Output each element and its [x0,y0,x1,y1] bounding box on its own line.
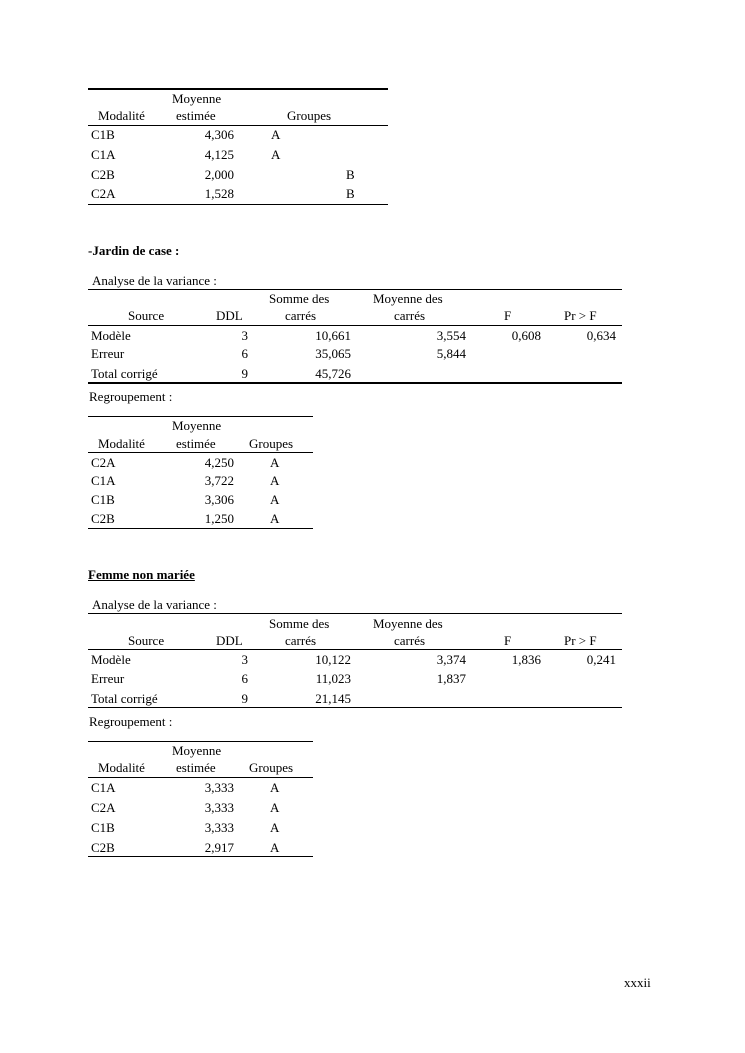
table-cell: Erreur [91,346,125,361]
table-cell: Total corrigé [91,691,158,706]
table-cell: 4,250 [204,455,234,470]
table-cell: C1B [91,820,115,835]
table-cell: 4,306 [204,127,234,142]
table-rule-bottom [88,707,622,708]
header-moyenne-line2: estimée [176,760,216,775]
table-rule-header [88,452,313,453]
header-source: Source [128,308,165,323]
table-cell: A [270,840,280,855]
table-cell: Total corrigé [91,366,158,381]
table-cell: 9 [241,691,248,706]
table-cell: 1,250 [204,511,234,526]
table-rule-header [88,649,622,650]
table-cell: 21,145 [315,691,351,706]
table-cell: C1B [91,127,115,142]
header-moyenne-line1: Moyenne [172,743,222,758]
table-cell: 3,333 [204,820,234,835]
table-rule-top [88,613,622,614]
table-cell: Erreur [91,671,125,686]
header-somme-line2: carrés [285,633,317,648]
table-cell: 3 [241,328,248,343]
table-cell: C1A [91,473,116,488]
table-cell: Modèle [91,652,131,667]
table-rule-header [88,777,313,778]
header-moyenne-line2: estimée [176,108,216,123]
table-cell: C2B [91,840,115,855]
table-cell: A [270,800,280,815]
table-cell: 11,023 [315,671,351,686]
table-cell: 0,608 [511,328,541,343]
table-cell: 3,306 [204,492,234,507]
table-cell: A [270,820,280,835]
table-cell: 3 [241,652,248,667]
table-cell: 2,917 [204,840,234,855]
table-rule-top [88,289,622,290]
table-row [88,671,622,689]
header-moyenne-line1: Moyenne des [373,616,443,631]
table-cell: A [270,455,280,470]
table-cell: 6 [241,346,248,361]
anova-label: Analyse de la variance : [92,273,217,288]
table-cell: 9 [241,366,248,381]
header-source: Source [128,633,165,648]
table-cell: C2B [91,167,115,182]
table-cell: B [346,186,355,201]
table-rule-top [88,416,313,417]
table-cell: Modèle [91,328,131,343]
table-row [88,652,622,670]
header-moyenne-line1: Moyenne des [373,291,443,306]
page-number: xxxii [624,975,651,990]
header-pr: Pr > F [564,308,597,323]
table-cell: 10,661 [315,328,351,343]
table-cell: 45,726 [315,366,351,381]
table-row [88,800,313,818]
regroupement-label: Regroupement : [89,389,173,404]
table-rule-header [88,325,622,326]
table-cell: 1,837 [436,671,466,686]
table-row [88,328,622,346]
table-row [88,346,622,364]
header-groupes: Groupes [287,108,332,123]
table-cell: 10,122 [315,652,351,667]
header-moyenne-line2: carrés [394,308,426,323]
header-groupes: Groupes [249,760,294,775]
table-cell: B [346,167,355,182]
table-cell: C1A [91,780,116,795]
table-cell: A [270,780,280,795]
table-rule-bottom [88,528,313,529]
table-row [88,492,313,510]
table-cell: C2A [91,455,116,470]
header-groupes: Groupes [249,436,294,451]
table-cell: C2B [91,511,115,526]
section-title-jardin: -Jardin de case : [88,243,180,258]
table-rule-top [88,88,388,90]
header-pr: Pr > F [564,633,597,648]
table-row [88,167,388,185]
header-modalite: Modalité [98,108,145,123]
table-cell: 0,634 [586,328,616,343]
header-somme-line1: Somme des [269,291,330,306]
table-cell: C1B [91,492,115,507]
table-cell: C1A [91,147,116,162]
table-row [88,147,388,165]
table-row [88,455,313,473]
header-f: F [504,308,512,323]
header-ddl: DDL [216,633,243,648]
table-cell: 6 [241,671,248,686]
table-cell: A [271,147,281,162]
table-cell: 3,333 [204,800,234,815]
table-cell: 3,554 [436,328,466,343]
table-row [88,473,313,491]
table-row [88,127,388,145]
regroupement-label: Regroupement : [89,714,173,729]
table-cell: 2,000 [204,167,234,182]
table-rule-bottom [88,856,313,857]
table-rule-bottom [88,204,388,205]
table-cell: 0,241 [586,652,616,667]
table-cell: A [271,127,281,142]
table-cell: 4,125 [204,147,234,162]
table-row [88,511,313,529]
header-f: F [504,633,512,648]
header-somme-line1: Somme des [269,616,330,631]
table-row [88,780,313,798]
table-cell: 5,844 [436,346,466,361]
header-moyenne-line2: estimée [176,436,216,451]
table-cell: A [270,492,280,507]
header-modalite: Modalité [98,760,145,775]
table-cell: 3,374 [436,652,466,667]
table-cell: 3,333 [204,780,234,795]
table-cell: 1,528 [204,186,234,201]
table-cell: C2A [91,800,116,815]
table-row [88,820,313,838]
table-rule-bottom [88,382,622,384]
header-ddl: DDL [216,308,243,323]
table-cell: A [270,511,280,526]
header-modalite: Modalité [98,436,145,451]
table-cell: 3,722 [204,473,234,488]
anova-label: Analyse de la variance : [92,597,217,612]
header-moyenne-line1: Moyenne [172,418,222,433]
table-rule-header [88,125,388,126]
table-rule-top [88,741,313,742]
section-title-femme: Femme non mariée [88,567,195,582]
header-somme-line2: carrés [285,308,317,323]
table-cell: 1,836 [511,652,541,667]
table-cell: C2A [91,186,116,201]
header-moyenne-line1: Moyenne [172,91,222,106]
table-row [88,186,388,204]
table-cell: A [270,473,280,488]
header-moyenne-line2: carrés [394,633,426,648]
table-cell: 35,065 [315,346,351,361]
